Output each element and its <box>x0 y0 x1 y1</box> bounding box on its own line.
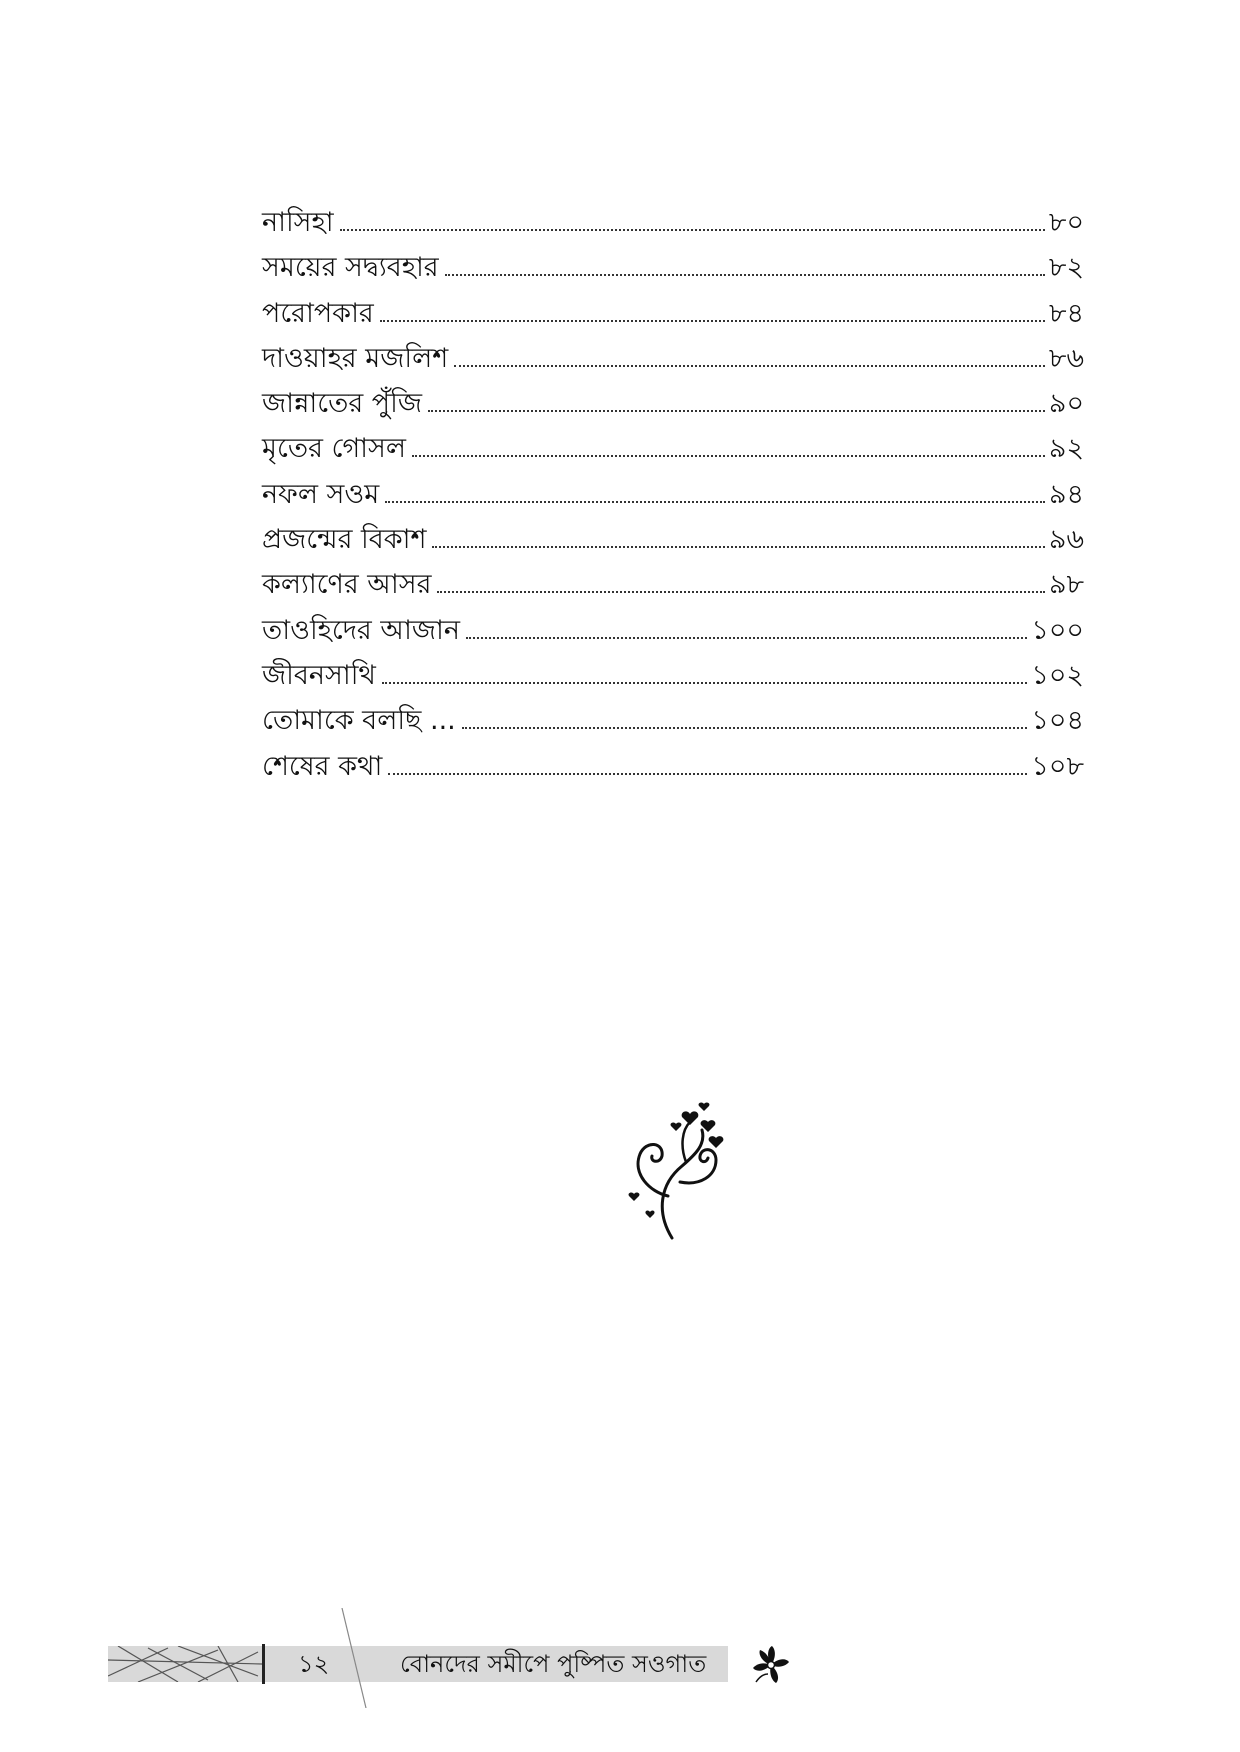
toc-entry-page: ৯০ <box>1048 388 1084 420</box>
dot-leader <box>462 727 1028 729</box>
page-footer <box>108 1638 808 1688</box>
dot-leader <box>385 501 1045 503</box>
dot-leader <box>412 455 1045 457</box>
book-title: বোনদের সমীপে পুষ্পিত সওগাত <box>400 1650 707 1678</box>
toc-entry <box>262 608 1084 653</box>
toc-entry-title: পরোপকার <box>262 297 374 329</box>
dot-leader <box>437 591 1044 593</box>
toc-entry <box>262 562 1084 607</box>
toc-entry-page: ৮২ <box>1048 252 1084 284</box>
toc-entry-title: জীবনসাথি <box>262 659 376 691</box>
page-number: ১২ <box>298 1650 330 1678</box>
dot-leader <box>382 682 1027 684</box>
toc-entry <box>262 245 1084 290</box>
dot-leader <box>340 229 1045 231</box>
toc-entry-title: প্রজন্মের বিকাশ <box>262 524 427 556</box>
toc-entry <box>262 200 1084 245</box>
toc-entry-title: জান্নাতের পুঁজি <box>262 388 422 420</box>
toc-entry-title: কল্যাণের আসর <box>262 569 432 601</box>
toc-entry <box>262 381 1084 426</box>
table-of-contents <box>262 200 1084 789</box>
toc-entry-page: ১০৪ <box>1031 705 1084 737</box>
toc-entry <box>262 426 1084 471</box>
toc-entry-page: ৯৮ <box>1048 569 1084 601</box>
footer-divider <box>262 1644 265 1684</box>
toc-entry <box>262 653 1084 698</box>
dot-leader <box>388 773 1027 775</box>
toc-entry-title: দাওয়াহর মজলিশ <box>262 342 449 374</box>
toc-entry <box>262 336 1084 381</box>
toc-entry-title: সময়ের সদ্ব্যবহার <box>262 252 439 284</box>
toc-entry-page: ৯৪ <box>1048 478 1084 510</box>
flower-icon <box>748 1642 794 1688</box>
toc-entry-page: ৯২ <box>1048 433 1084 465</box>
toc-entry <box>262 744 1084 789</box>
floral-swirl-icon <box>620 1100 740 1250</box>
toc-entry-title: তোমাকে বলছি ... <box>262 705 456 737</box>
toc-entry <box>262 517 1084 562</box>
dot-leader <box>432 546 1044 548</box>
dot-leader <box>445 274 1045 276</box>
toc-entry-page: ১০৮ <box>1031 750 1084 782</box>
toc-entry-page: ৮০ <box>1048 207 1084 238</box>
toc-entry-title: নফল সওম <box>262 478 380 510</box>
toc-entry <box>262 291 1084 336</box>
toc-entry-title: মৃতের গোসল <box>262 433 406 465</box>
toc-entry-title: নাসিহা <box>262 207 334 238</box>
toc-entry-page: ৮৬ <box>1048 342 1084 374</box>
footer-decorative-lines <box>108 1646 268 1682</box>
toc-entry-page: ১০২ <box>1031 659 1084 691</box>
toc-entry <box>262 698 1084 743</box>
toc-entry-title: শেষের কথা <box>262 750 383 782</box>
toc-entry-page: ৯৬ <box>1048 524 1084 556</box>
dot-leader <box>466 637 1027 639</box>
toc-entry <box>262 472 1084 517</box>
toc-entry-page: ৮৪ <box>1048 297 1084 329</box>
dot-leader <box>454 365 1045 367</box>
toc-entry-page: ১০০ <box>1031 614 1084 646</box>
toc-entry-title: তাওহিদের আজান <box>262 614 460 646</box>
dot-leader <box>380 320 1045 322</box>
dot-leader <box>428 410 1045 412</box>
